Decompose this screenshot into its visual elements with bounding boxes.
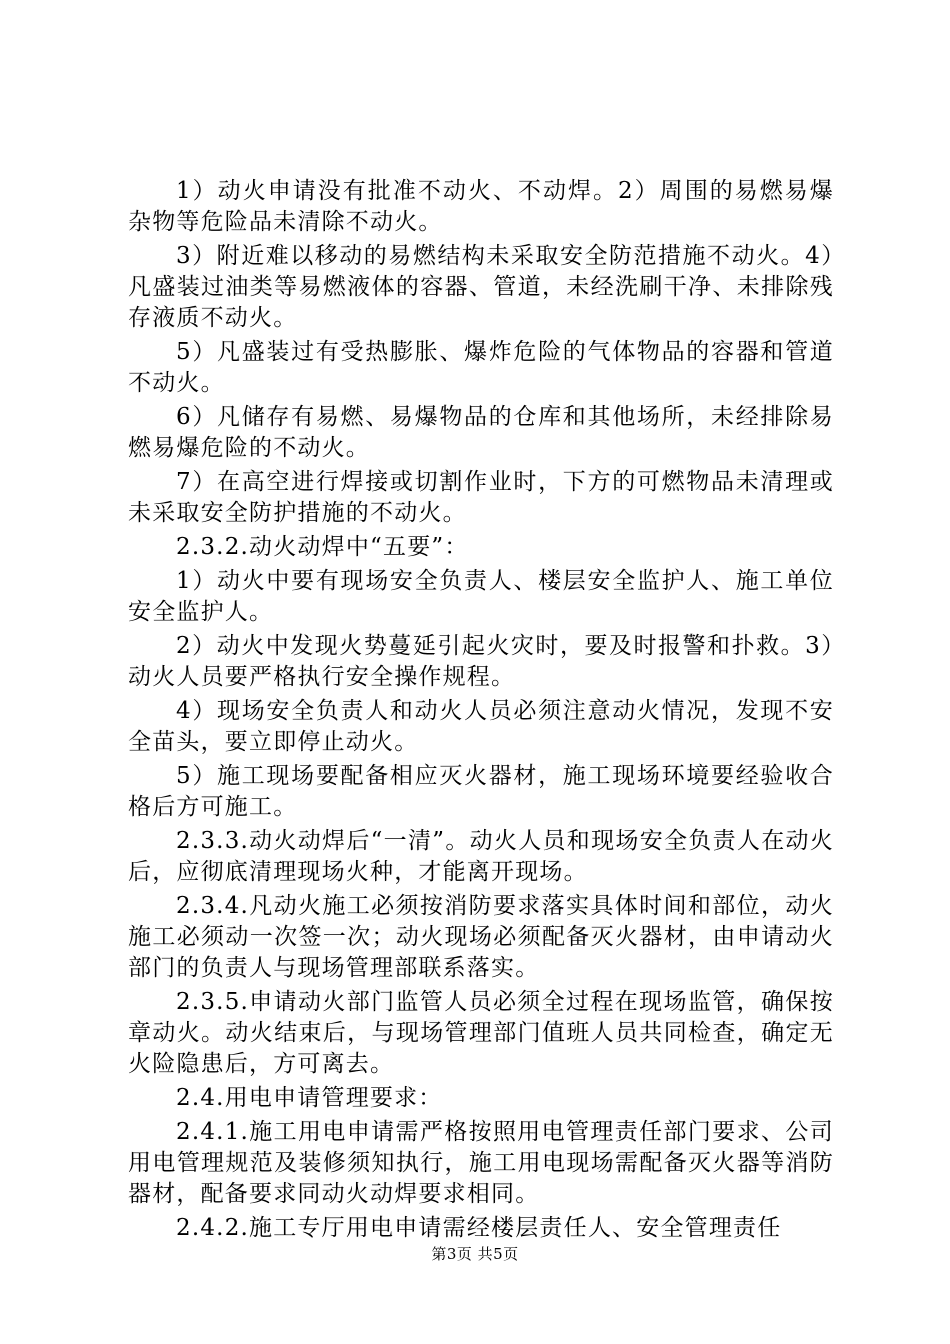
paragraph: 3）附近难以移动的易燃结构未采取安全防范措施不动火。4）凡盛装过油类等易燃液体的容器、管道，未经洗刷干净、未排除残存液质不动火。: [128, 243, 834, 331]
section-heading: 2.4.用电申请管理要求：: [176, 1085, 443, 1111]
paragraph: 7）在高空进行焊接或切割作业时，下方的可燃物品未清理或未采取安全防护措施的不动火。: [128, 469, 834, 526]
paragraph: 4）现场安全负责人和动火人员必须注意动火情况，发现不安全苗头，要立即停止动火。: [128, 698, 834, 755]
paragraph: 2.4.1.施工用电申请需严格按照用电管理责任部门要求、公司用电管理规范及装修须知执行，施工用电现场需配备灭火器等消防器材，配备要求同动火动焊要求相同。: [128, 1119, 834, 1207]
page-number-footer: 第3页 共5页: [431, 1245, 519, 1263]
paragraph: 1）动火中要有现场安全负责人、楼层安全监护人、施工单位安全监护人。: [128, 568, 834, 625]
paragraph: 5）施工现场要配备相应灭火器材，施工现场环境要经验收合格后方可施工。: [128, 763, 834, 820]
paragraph: 2.3.3.动火动焊后“一清”。动火人员和现场安全负责人在动火后，应彻底清理现场火种，才能离开现场。: [128, 828, 834, 885]
section-heading: 2.3.2.动火动焊中“五要”：: [176, 534, 469, 560]
paragraph: 5）凡盛装过有受热膨胀、爆炸危险的气体物品的容器和管道不动火。: [128, 339, 834, 396]
paragraph: 6）凡储存有易燃、易爆物品的仓库和其他场所，未经排除易燃易爆危险的不动火。: [128, 404, 834, 461]
paragraph: 2.3.5.申请动火部门监管人员必须全过程在现场监管，确保按章动火。动火结束后，与现场管理部门值班人员共同检查，确定无火险隐患后，方可离去。: [128, 989, 834, 1077]
paragraph: 2.4.2.施工专厅用电申请需经楼层责任人、安全管理责任: [176, 1215, 782, 1241]
paragraph: 2）动火中发现火势蔓延引起火灾时，要及时报警和扑救。3）动火人员要严格执行安全操作规程。: [128, 633, 834, 690]
paragraph: 1）动火申请没有批准不动火、不动焊。2）周围的易燃易爆杂物等危险品未清除不动火。: [128, 178, 834, 235]
paragraph: 2.3.4.凡动火施工必须按消防要求落实具体时间和部位，动火施工必须动一次签一次；动火现场必须配备灭火器材，由申请动火部门的负责人与现场管理部联系落实。: [128, 893, 834, 981]
document-body: [128, 176, 834, 1247]
